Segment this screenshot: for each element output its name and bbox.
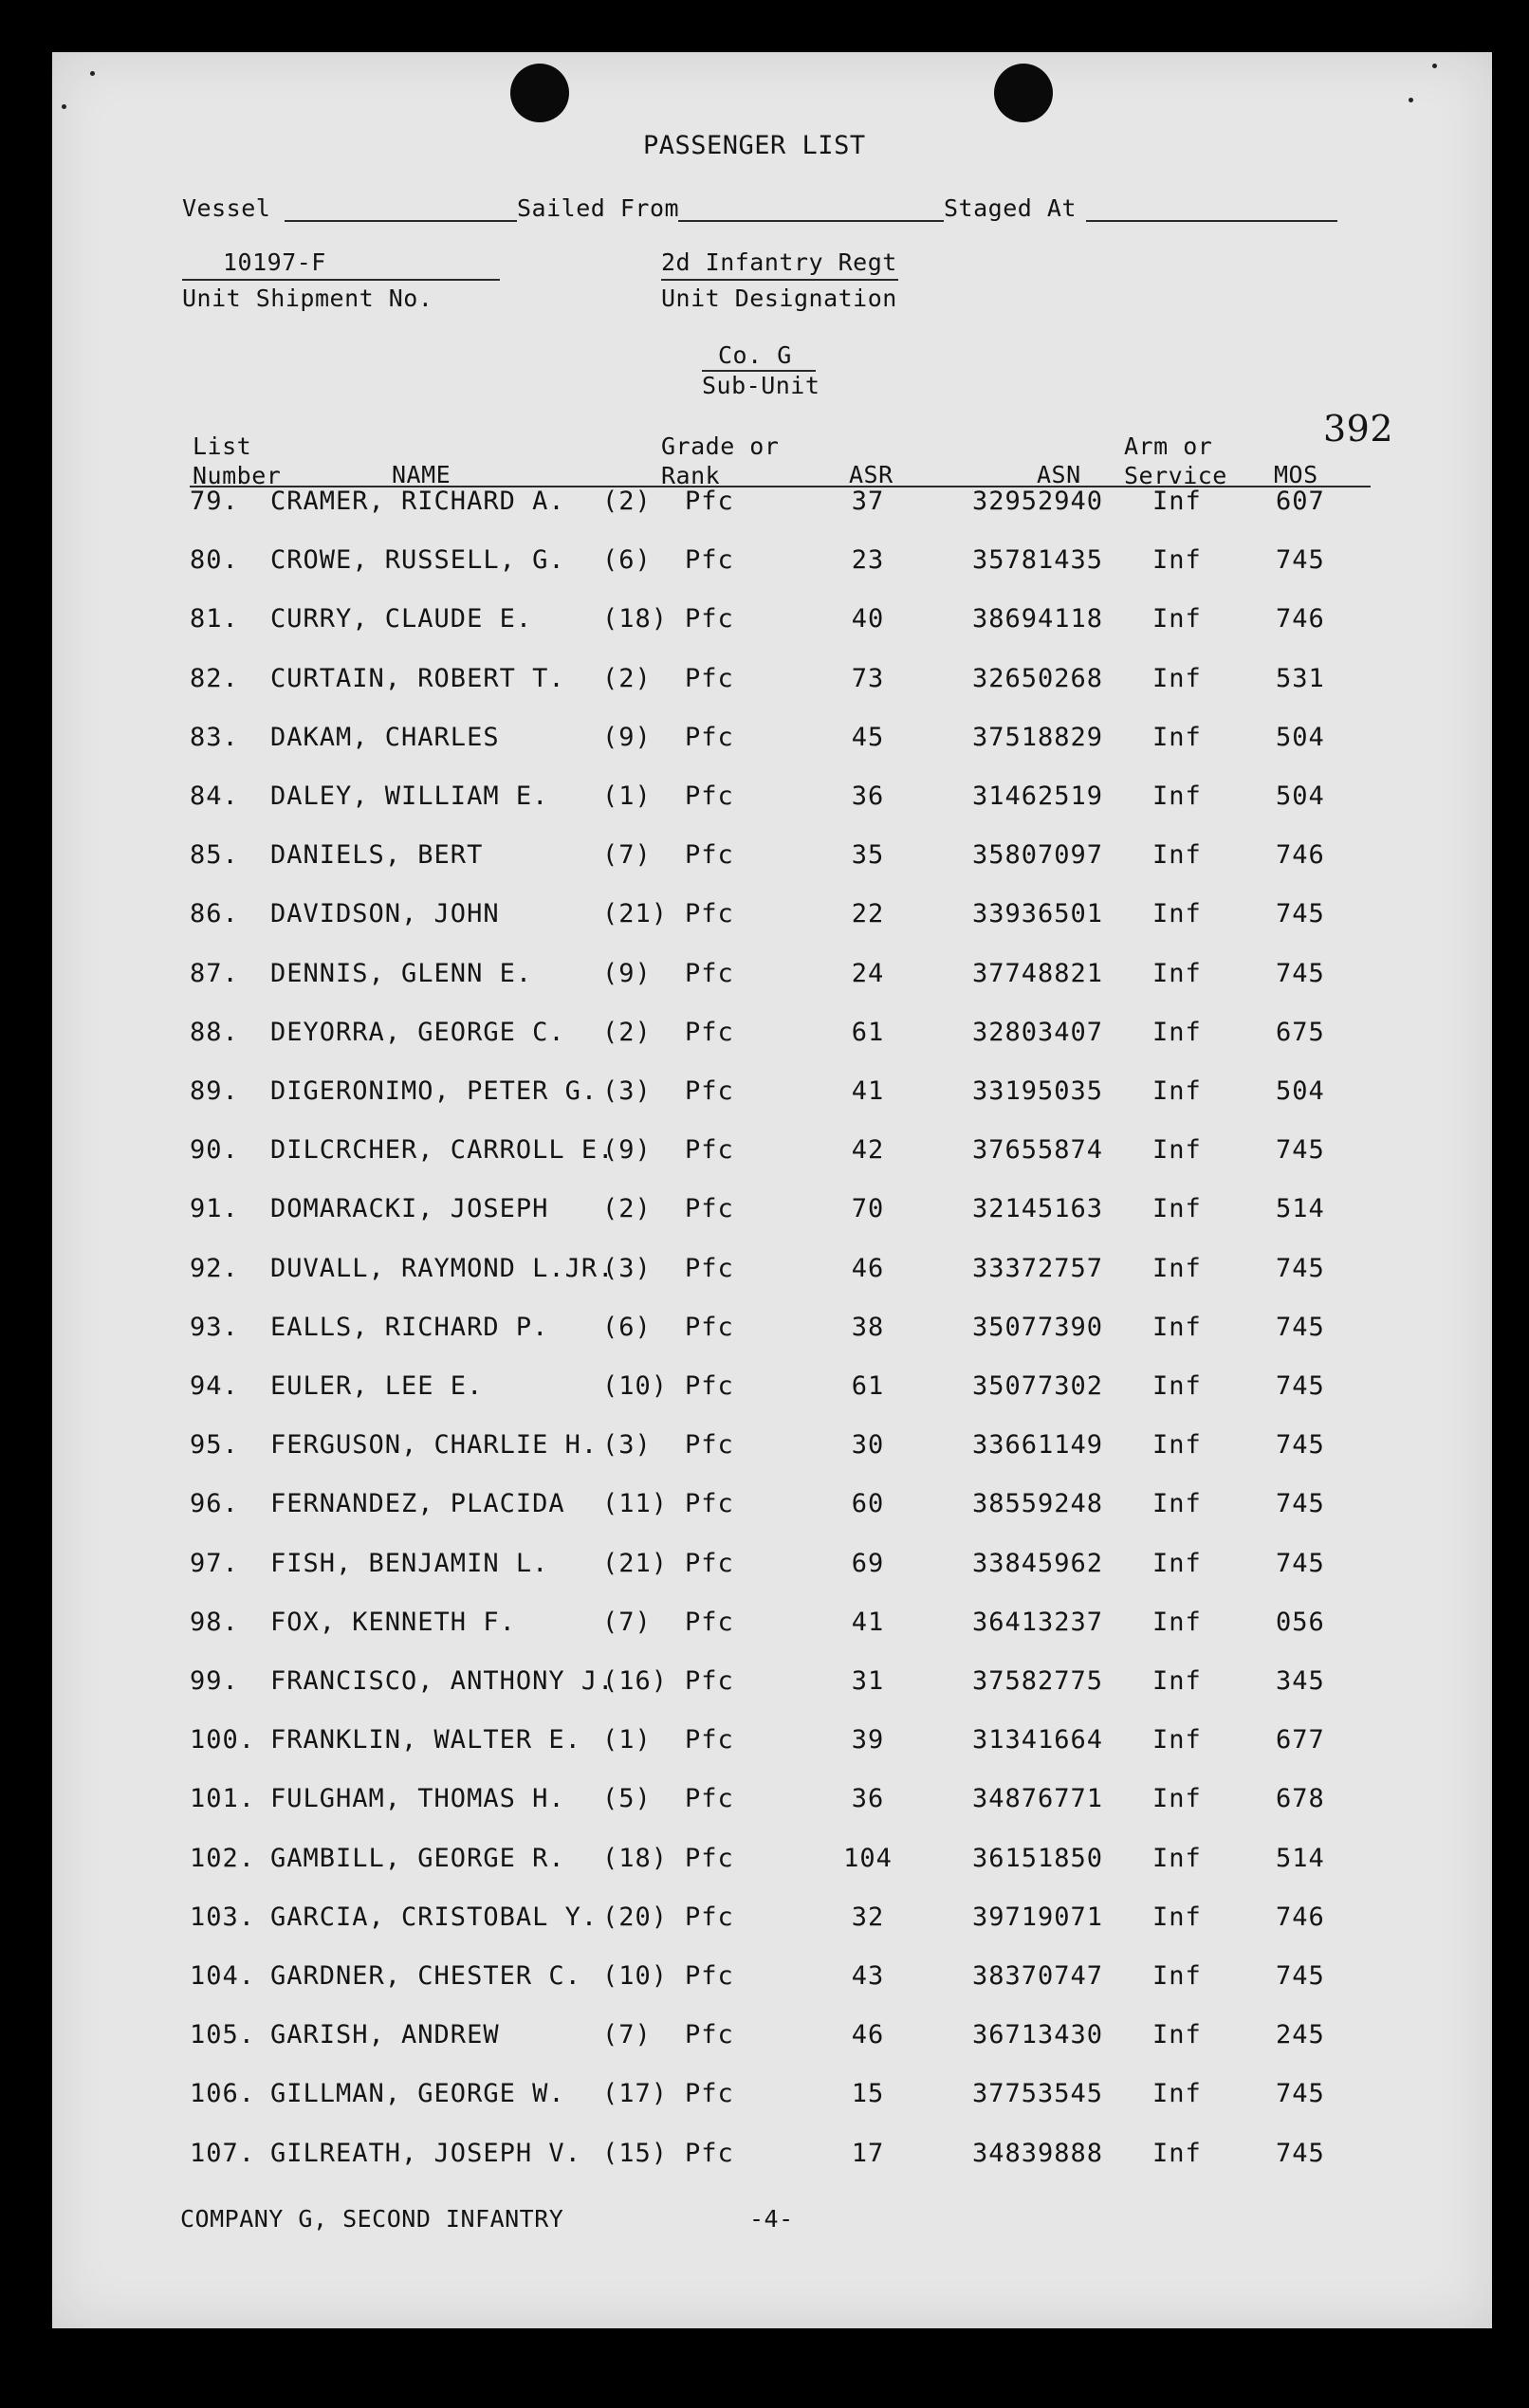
row-grade: Pfc [685, 1076, 734, 1106]
row-name: DAVIDSON, JOHN [270, 899, 500, 929]
row-asn: 32952940 [972, 487, 1104, 516]
row-mos: 504 [1276, 722, 1325, 752]
staged-at-label: Staged At [944, 194, 1077, 222]
vessel-label: Vessel [182, 194, 271, 222]
row-asn: 33936501 [972, 899, 1104, 929]
row-asr: 40 [851, 604, 885, 634]
vessel-line [285, 220, 517, 222]
row-list-number: 98. [190, 1607, 239, 1637]
row-mos: 746 [1276, 840, 1325, 871]
row-grade: Pfc [685, 604, 734, 634]
row-name: GARISH, ANDREW [270, 2020, 500, 2050]
row-mos: 056 [1276, 1607, 1325, 1637]
row-code: (6) [602, 545, 652, 576]
row-code: (2) [602, 1194, 652, 1224]
col-asn: ASN [1037, 461, 1081, 488]
row-name: FERGUSON, CHARLIE H. [270, 1430, 599, 1461]
row-grade: Pfc [685, 840, 734, 871]
row-list-number: 97. [190, 1548, 239, 1578]
row-code: (18) [602, 604, 669, 634]
sub-unit: Co. G [718, 341, 792, 369]
row-list-number: 101. [190, 1784, 256, 1814]
row-code: (21) [602, 1548, 669, 1578]
row-name: FRANKLIN, WALTER E. [270, 1725, 581, 1755]
row-asr: 41 [851, 1076, 885, 1106]
row-mos: 745 [1276, 1430, 1325, 1461]
row-name: CURTAIN, ROBERT T. [270, 663, 565, 693]
row-name: GARDNER, CHESTER C. [270, 1961, 581, 1991]
row-mos: 745 [1276, 545, 1325, 576]
row-asr: 46 [851, 1253, 885, 1283]
row-list-number: 99. [190, 1666, 239, 1696]
row-name: DEYORRA, GEORGE C. [270, 1017, 565, 1047]
row-arm: Inf [1152, 604, 1202, 634]
row-asr: 70 [851, 1194, 885, 1224]
row-list-number: 95. [190, 1430, 239, 1461]
row-grade: Pfc [685, 2079, 734, 2109]
row-code: (18) [602, 1843, 669, 1873]
row-list-number: 81. [190, 604, 239, 634]
row-list-number: 102. [190, 1843, 256, 1873]
row-asn: 34876771 [972, 1784, 1104, 1814]
row-arm: Inf [1152, 487, 1202, 516]
unit-designation: 2d Infantry Regt [661, 248, 897, 276]
row-mos: 745 [1276, 899, 1325, 929]
speck [1432, 64, 1437, 68]
row-grade: Pfc [685, 1666, 734, 1696]
row-asn: 31462519 [972, 781, 1104, 811]
row-name: EULER, LEE E. [270, 1371, 484, 1401]
unit-designation-line [661, 279, 898, 281]
row-asn: 35807097 [972, 840, 1104, 871]
row-asn: 38694118 [972, 604, 1104, 634]
row-asn: 38370747 [972, 1961, 1104, 1991]
col-name: NAME [392, 461, 451, 488]
row-asr: 73 [851, 663, 885, 693]
row-asr: 31 [851, 1666, 885, 1696]
row-code: (3) [602, 1253, 652, 1283]
row-arm: Inf [1152, 1135, 1202, 1166]
row-asr: 23 [851, 545, 885, 576]
row-asr: 39 [851, 1725, 885, 1755]
row-mos: 745 [1276, 1961, 1325, 1991]
row-grade: Pfc [685, 2138, 734, 2168]
row-asn: 35077390 [972, 1312, 1104, 1342]
row-arm: Inf [1152, 899, 1202, 929]
speck [62, 104, 66, 109]
row-name: EALLS, RICHARD P. [270, 1312, 549, 1342]
row-arm: Inf [1152, 1902, 1202, 1932]
row-code: (2) [602, 1017, 652, 1047]
col-arm: Arm or Service [1124, 432, 1227, 489]
row-list-number: 94. [190, 1371, 239, 1401]
row-list-number: 84. [190, 781, 239, 811]
row-mos: 675 [1276, 1017, 1325, 1047]
row-arm: Inf [1152, 1548, 1202, 1578]
row-grade: Pfc [685, 722, 734, 752]
row-grade: Pfc [685, 1253, 734, 1283]
row-arm: Inf [1152, 1017, 1202, 1047]
row-name: DANIELS, BERT [270, 840, 484, 871]
row-name: FULGHAM, THOMAS H. [270, 1784, 565, 1814]
row-grade: Pfc [685, 1430, 734, 1461]
row-asr: 37 [851, 487, 885, 516]
row-grade: Pfc [685, 1135, 734, 1166]
row-name: DUVALL, RAYMOND L.JR. [270, 1253, 615, 1283]
row-grade: Pfc [685, 1725, 734, 1755]
speck [90, 71, 95, 76]
row-code: (3) [602, 1430, 652, 1461]
row-asr: 61 [851, 1371, 885, 1401]
sailed-from-label: Sailed From [517, 194, 680, 222]
row-asn: 37582775 [972, 1666, 1104, 1696]
row-asn: 37655874 [972, 1135, 1104, 1166]
row-list-number: 104. [190, 1961, 256, 1991]
row-asn: 32650268 [972, 663, 1104, 693]
row-asn: 37753545 [972, 2079, 1104, 2109]
row-arm: Inf [1152, 663, 1202, 693]
sailed-from-line [678, 220, 944, 222]
row-list-number: 92. [190, 1253, 239, 1283]
row-arm: Inf [1152, 1725, 1202, 1755]
row-asn: 32145163 [972, 1194, 1104, 1224]
unit-shipment-no: 10197-F [223, 248, 326, 276]
row-code: (1) [602, 1725, 652, 1755]
row-list-number: 100. [190, 1725, 256, 1755]
row-asn: 36151850 [972, 1843, 1104, 1873]
row-asn: 38559248 [972, 1489, 1104, 1519]
row-arm: Inf [1152, 1371, 1202, 1401]
row-asn: 37518829 [972, 722, 1104, 752]
row-asn: 36713430 [972, 2020, 1104, 2050]
row-mos: 607 [1276, 487, 1325, 516]
speck [1409, 98, 1413, 102]
row-arm: Inf [1152, 1607, 1202, 1637]
row-mos: 677 [1276, 1725, 1325, 1755]
row-list-number: 107. [190, 2138, 256, 2168]
page-number: 392 [1323, 408, 1394, 450]
row-mos: 745 [1276, 2138, 1325, 2168]
row-grade: Pfc [685, 958, 734, 988]
row-asn: 39719071 [972, 1902, 1104, 1932]
row-list-number: 86. [190, 899, 239, 929]
row-grade: Pfc [685, 1489, 734, 1519]
row-grade: Pfc [685, 545, 734, 576]
row-list-number: 90. [190, 1135, 239, 1166]
row-list-number: 79. [190, 487, 239, 516]
row-code: (17) [602, 2079, 669, 2109]
row-asr: 15 [851, 2079, 885, 2109]
row-asr: 32 [851, 1902, 885, 1932]
row-code: (1) [602, 781, 652, 811]
row-code: (10) [602, 1961, 669, 1991]
row-asr: 46 [851, 2020, 885, 2050]
row-mos: 745 [1276, 2079, 1325, 2109]
row-name: DENNIS, GLENN E. [270, 958, 533, 988]
row-asr: 69 [851, 1548, 885, 1578]
row-arm: Inf [1152, 1312, 1202, 1342]
row-list-number: 93. [190, 1312, 239, 1342]
row-name: FERNANDEZ, PLACIDA [270, 1489, 565, 1519]
row-code: (2) [602, 487, 652, 516]
row-asr: 36 [851, 781, 885, 811]
row-arm: Inf [1152, 722, 1202, 752]
row-asr: 61 [851, 1017, 885, 1047]
page-title: PASSENGER LIST [643, 131, 866, 160]
row-asn: 31341664 [972, 1725, 1104, 1755]
row-name: DIGERONIMO, PETER G. [270, 1076, 599, 1106]
row-arm: Inf [1152, 545, 1202, 576]
row-name: GILREATH, JOSEPH V. [270, 2138, 581, 2168]
row-code: (9) [602, 958, 652, 988]
row-code: (2) [602, 663, 652, 693]
row-grade: Pfc [685, 2020, 734, 2050]
row-name: DALEY, WILLIAM E. [270, 781, 549, 811]
footer-company: COMPANY G, SECOND INFANTRY [180, 2205, 564, 2233]
row-grade: Pfc [685, 1607, 734, 1637]
row-list-number: 96. [190, 1489, 239, 1519]
row-code: (5) [602, 1784, 652, 1814]
col-asr: ASR [849, 461, 893, 488]
row-code: (7) [602, 840, 652, 871]
row-mos: 514 [1276, 1843, 1325, 1873]
row-mos: 345 [1276, 1666, 1325, 1696]
row-arm: Inf [1152, 1489, 1202, 1519]
row-code: (11) [602, 1489, 669, 1519]
row-grade: Pfc [685, 1961, 734, 1991]
row-grade: Pfc [685, 781, 734, 811]
col-mos: MOS [1274, 461, 1318, 488]
row-name: DAKAM, CHARLES [270, 722, 500, 752]
row-grade: Pfc [685, 1017, 734, 1047]
row-list-number: 106. [190, 2079, 256, 2109]
sub-unit-label: Sub-Unit [702, 372, 820, 399]
row-asn: 33845962 [972, 1548, 1104, 1578]
row-asr: 42 [851, 1135, 885, 1166]
row-asr: 17 [851, 2138, 885, 2168]
footer-page: -4- [749, 2205, 794, 2233]
col-list-number: List Number [193, 432, 282, 489]
staged-at-line [1086, 220, 1337, 222]
row-code: (7) [602, 1607, 652, 1637]
row-grade: Pfc [685, 1548, 734, 1578]
row-name: GARCIA, CRISTOBAL Y. [270, 1902, 599, 1932]
row-mos: 745 [1276, 958, 1325, 988]
col-grade: Grade or Rank [661, 432, 780, 489]
row-arm: Inf [1152, 840, 1202, 871]
row-name: GILLMAN, GEORGE W. [270, 2079, 565, 2109]
row-grade: Pfc [685, 1194, 734, 1224]
row-asn: 35077302 [972, 1371, 1104, 1401]
row-mos: 745 [1276, 1489, 1325, 1519]
row-grade: Pfc [685, 487, 734, 516]
row-asn: 33661149 [972, 1430, 1104, 1461]
row-list-number: 91. [190, 1194, 239, 1224]
row-grade: Pfc [685, 899, 734, 929]
row-grade: Pfc [685, 1902, 734, 1932]
row-asr: 60 [851, 1489, 885, 1519]
row-arm: Inf [1152, 1253, 1202, 1283]
row-asr: 35 [851, 840, 885, 871]
row-code: (20) [602, 1902, 669, 1932]
row-asn: 33372757 [972, 1253, 1104, 1283]
row-asn: 36413237 [972, 1607, 1104, 1637]
row-name: FRANCISCO, ANTHONY J. [270, 1666, 615, 1696]
row-arm: Inf [1152, 2138, 1202, 2168]
row-mos: 245 [1276, 2020, 1325, 2050]
row-code: (3) [602, 1076, 652, 1106]
row-name: CRAMER, RICHARD A. [270, 487, 565, 516]
row-grade: Pfc [685, 1312, 734, 1342]
punch-hole-left [510, 64, 569, 122]
row-mos: 745 [1276, 1548, 1325, 1578]
row-code: (10) [602, 1371, 669, 1401]
row-list-number: 87. [190, 958, 239, 988]
row-asr: 104 [843, 1843, 893, 1873]
row-list-number: 89. [190, 1076, 239, 1106]
row-code: (15) [602, 2138, 669, 2168]
row-asr: 36 [851, 1784, 885, 1814]
row-asn: 35781435 [972, 545, 1104, 576]
row-arm: Inf [1152, 2020, 1202, 2050]
row-mos: 504 [1276, 781, 1325, 811]
row-asn: 32803407 [972, 1017, 1104, 1047]
row-asn: 34839888 [972, 2138, 1104, 2168]
row-arm: Inf [1152, 1430, 1202, 1461]
row-list-number: 83. [190, 722, 239, 752]
row-mos: 745 [1276, 1253, 1325, 1283]
row-mos: 745 [1276, 1135, 1325, 1166]
row-grade: Pfc [685, 1843, 734, 1873]
row-name: FISH, BENJAMIN L. [270, 1548, 549, 1578]
row-asr: 38 [851, 1312, 885, 1342]
row-mos: 746 [1276, 604, 1325, 634]
punch-hole-right [994, 64, 1053, 122]
row-asn: 33195035 [972, 1076, 1104, 1106]
row-mos: 514 [1276, 1194, 1325, 1224]
row-arm: Inf [1152, 1194, 1202, 1224]
row-mos: 746 [1276, 1902, 1325, 1932]
row-code: (9) [602, 1135, 652, 1166]
row-code: (9) [602, 722, 652, 752]
row-code: (6) [602, 1312, 652, 1342]
row-arm: Inf [1152, 1843, 1202, 1873]
row-grade: Pfc [685, 1784, 734, 1814]
row-name: CURRY, CLAUDE E. [270, 604, 533, 634]
row-arm: Inf [1152, 1076, 1202, 1106]
row-grade: Pfc [685, 663, 734, 693]
row-code: (21) [602, 899, 669, 929]
row-asr: 43 [851, 1961, 885, 1991]
row-asr: 45 [851, 722, 885, 752]
row-mos: 745 [1276, 1312, 1325, 1342]
row-asr: 22 [851, 899, 885, 929]
row-mos: 745 [1276, 1371, 1325, 1401]
row-name: FOX, KENNETH F. [270, 1607, 516, 1637]
row-list-number: 80. [190, 545, 239, 576]
row-asr: 41 [851, 1607, 885, 1637]
row-list-number: 82. [190, 663, 239, 693]
row-name: DOMARACKI, JOSEPH [270, 1194, 549, 1224]
row-arm: Inf [1152, 1961, 1202, 1991]
row-list-number: 88. [190, 1017, 239, 1047]
row-arm: Inf [1152, 1784, 1202, 1814]
row-asn: 37748821 [972, 958, 1104, 988]
row-asr: 30 [851, 1430, 885, 1461]
row-name: DILCRCHER, CARROLL E. [270, 1135, 615, 1166]
unit-designation-label: Unit Designation [661, 285, 897, 312]
row-grade: Pfc [685, 1371, 734, 1401]
row-asr: 24 [851, 958, 885, 988]
row-arm: Inf [1152, 958, 1202, 988]
row-arm: Inf [1152, 2079, 1202, 2109]
unit-shipment-label: Unit Shipment No. [182, 285, 433, 312]
row-code: (7) [602, 2020, 652, 2050]
row-name: CROWE, RUSSELL, G. [270, 545, 565, 576]
row-arm: Inf [1152, 781, 1202, 811]
row-list-number: 105. [190, 2020, 256, 2050]
row-mos: 531 [1276, 663, 1325, 693]
row-mos: 504 [1276, 1076, 1325, 1106]
row-mos: 678 [1276, 1784, 1325, 1814]
row-list-number: 85. [190, 840, 239, 871]
row-arm: Inf [1152, 1666, 1202, 1696]
row-name: GAMBILL, GEORGE R. [270, 1843, 565, 1873]
row-code: (16) [602, 1666, 669, 1696]
unit-shipment-line [182, 279, 500, 281]
row-list-number: 103. [190, 1902, 256, 1932]
